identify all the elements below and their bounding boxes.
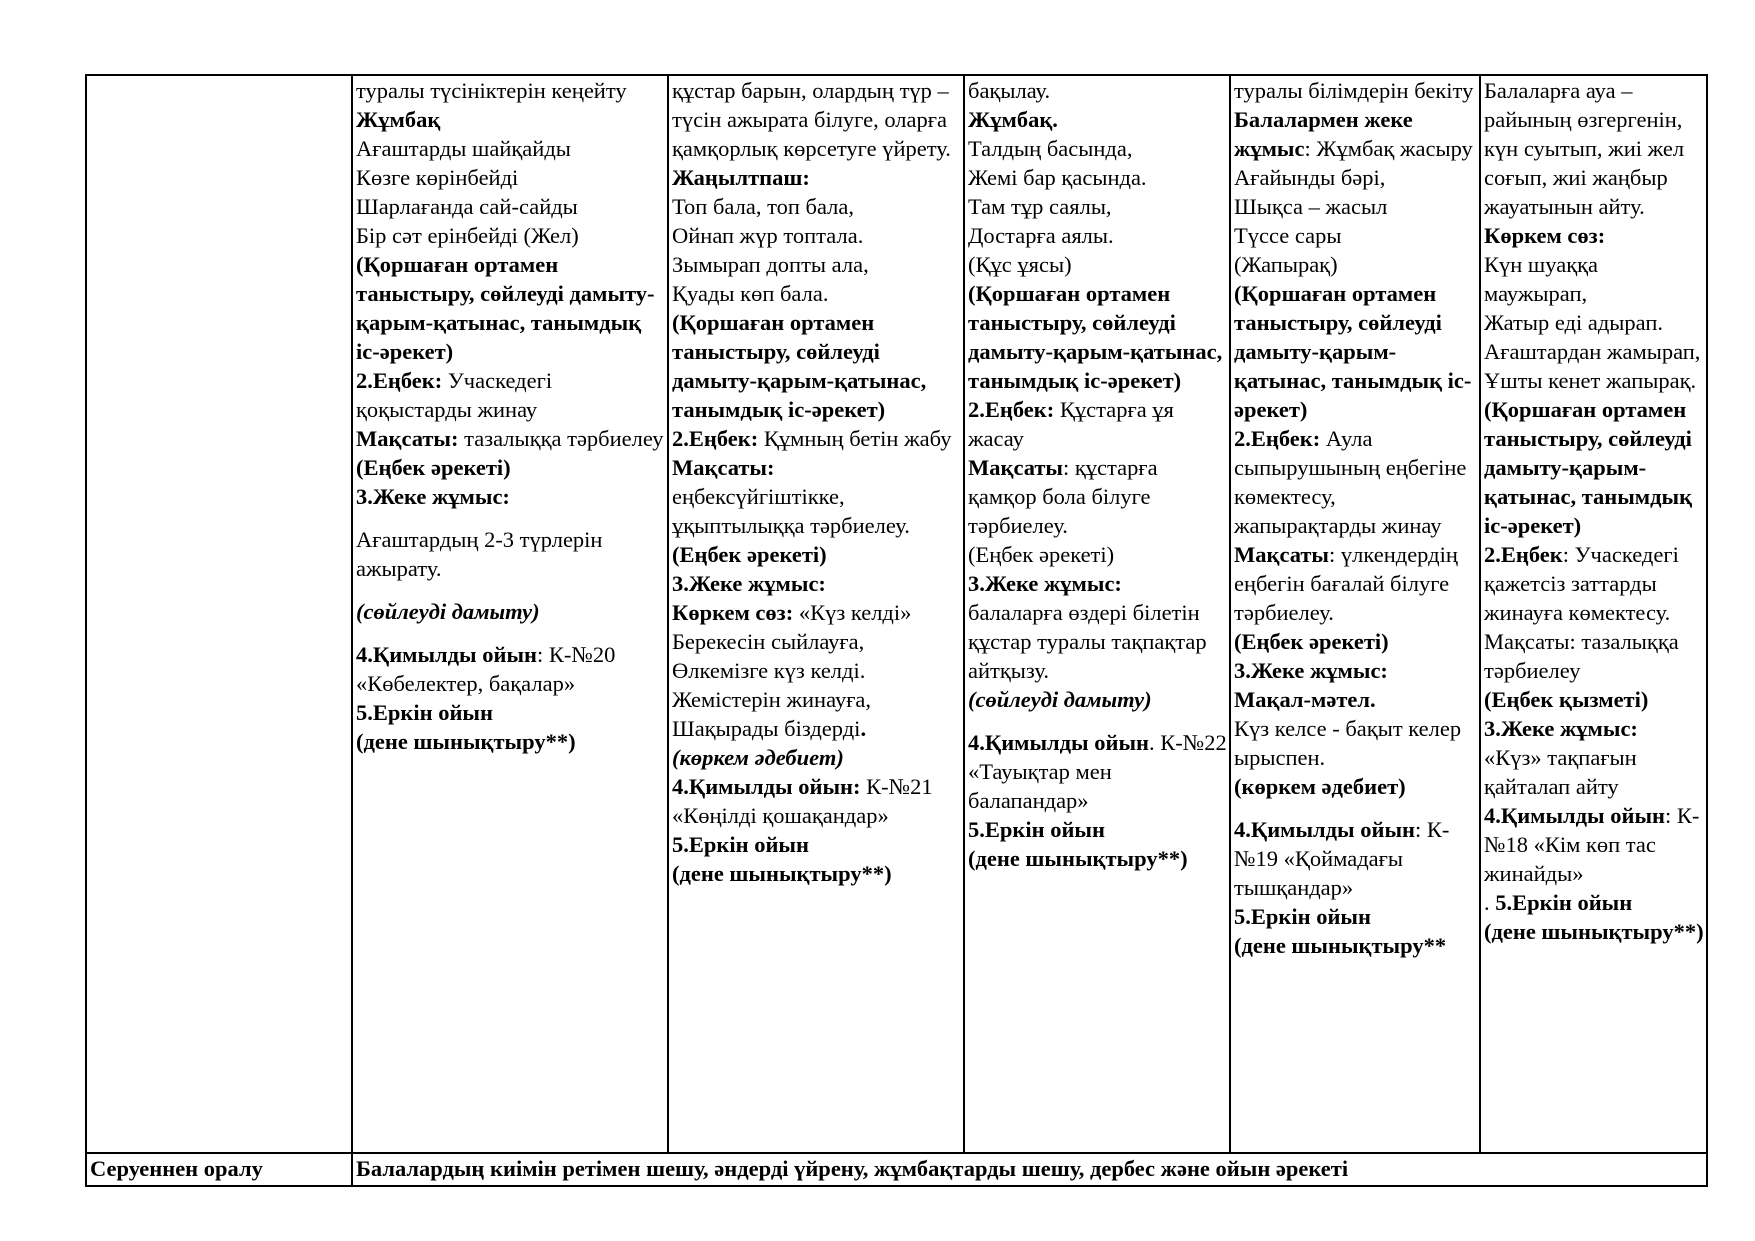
cell-line [1234, 714, 1477, 772]
cell-line [672, 743, 961, 772]
cell-line [968, 728, 1227, 815]
line-text: (Еңбек әрекеті) [968, 542, 1115, 567]
cell-line [968, 569, 1227, 598]
line-text: : К-№19 «Қоймадағы тышқандар» [1234, 817, 1450, 900]
line-text: (сөйлеуді дамыту) [356, 599, 540, 624]
line-text: Құстарға ұя жасау [968, 397, 1174, 451]
line-text: Шықса – жасыл [1234, 194, 1388, 219]
cell-line [356, 424, 665, 453]
line-text: туралы түсініктерін кеңейту [356, 78, 627, 103]
cell-line [1234, 627, 1477, 656]
line-text: 4.Қимылды ойын [968, 730, 1149, 755]
cell-line [968, 540, 1227, 569]
cell-line [968, 105, 1227, 134]
cell-line [356, 727, 665, 756]
line-text: (Қоршаған ортамен таныстыру, сөйлеуді дамыту-қарым-қатынас, танымдық іс-әрекет) [968, 281, 1223, 393]
cell-line [1234, 902, 1477, 931]
cell-line [356, 597, 665, 626]
line-text: (Еңбек әрекеті) [1234, 629, 1389, 654]
cell-line [672, 598, 961, 627]
cell-line [356, 192, 665, 221]
line-text: 3.Жеке жұмыс: [1484, 716, 1638, 741]
line-text: балаларға өздері білетін құстар туралы тақпақтар айтқызу. [968, 600, 1207, 683]
cell-line [1234, 163, 1477, 192]
line-text: К-№21 «Көңілді қошақандар» [672, 774, 933, 828]
cell-line [1234, 815, 1477, 902]
cell-line [672, 308, 961, 424]
cell-line [672, 627, 961, 656]
line-text: Жұмбақ [356, 107, 441, 132]
line-text: Мақсаты: [672, 455, 775, 480]
line-text: : үлкендердің еңбегін бағалай білуге тәрбиелеу. [1234, 542, 1458, 625]
line-text: 2.Еңбек: [968, 397, 1055, 422]
cell-line [968, 815, 1227, 844]
line-text: (сөйлеуді дамыту) [968, 687, 1152, 712]
cell-line [672, 163, 961, 192]
cell-line [968, 134, 1227, 163]
cell-line [968, 685, 1227, 714]
line-text: Там тұр саялы, [968, 194, 1112, 219]
line-text: Қуады көп бала. [672, 281, 829, 306]
line-text: 5.Еркін ойын [968, 817, 1105, 842]
line-text: Балалармен жеке жұмыс [1234, 107, 1413, 161]
line-text: (дене шынықтыру**) [968, 846, 1188, 871]
line-text: Күн шуаққа маужырап, [1484, 252, 1599, 306]
line-text: (Қоршаған ортамен таныстыру, сөйлеуді дамыту-қарым-қатынас, танымдық іс-әрекет) [356, 252, 655, 364]
line-text: Мақсаты [968, 455, 1063, 480]
cell-line [356, 698, 665, 727]
line-text: Мақсаты: тазалыққа тәрбиелеу [1484, 629, 1679, 683]
line-text: Мақсаты: [356, 426, 459, 451]
line-text: 3.Жеке жұмыс: [968, 571, 1122, 596]
cell-line [1484, 221, 1704, 250]
line-text: 4.Қимылды ойын [1234, 817, 1415, 842]
cell-line [356, 482, 665, 511]
cell-line [672, 656, 961, 685]
line-text: Талдың басында, [968, 136, 1133, 161]
cell-line [672, 540, 961, 569]
line-text: . К-№22 «Тауықтар мен балапандар» [968, 730, 1227, 813]
line-text: Күз келсе - бақыт келер ырыспен. [1234, 716, 1462, 770]
line-text: : К-№18 «Кім көп тас жинайды» [1484, 803, 1700, 886]
line-text: (көркем әдебиет) [672, 745, 844, 770]
walk-activities-row [86, 75, 1707, 1153]
line-text: : құстарға қамқор бола білуге тәрбиелеу. [968, 455, 1158, 538]
cell-line [968, 192, 1227, 221]
line-text: (Жапырақ) [1234, 252, 1338, 277]
cell-line [356, 250, 665, 366]
line-text: Берекесін сыйлауға, [672, 629, 865, 654]
cell-line [1234, 685, 1477, 714]
line-text: 3.Жеке жұмыс: [1234, 658, 1388, 683]
line-text: «Күз келді» [793, 600, 912, 625]
cell-line [672, 76, 961, 163]
cell-line [1234, 424, 1477, 540]
cell-line [672, 830, 961, 859]
line-text: 4.Қимылды ойын: [672, 774, 861, 799]
line-text: Жемі бар қасында. [968, 165, 1147, 190]
weekly-plan-table [85, 74, 1708, 1187]
line-text: Көркем сөз: [1484, 223, 1606, 248]
day-cell-3 [964, 75, 1230, 1153]
line-text: Топ бала, топ бала, [672, 194, 854, 219]
cell-line [672, 714, 961, 743]
cell-line [356, 453, 665, 482]
line-text: (Еңбек әрекеті) [356, 455, 511, 480]
line-text: (Еңбек әрекеті) [672, 542, 827, 567]
day-cell-5 [1480, 75, 1707, 1153]
line-text: (дене шынықтыру**) [1484, 919, 1704, 944]
line-text: Құмның бетін жабу [758, 426, 952, 451]
cell-line [672, 772, 961, 830]
cell-line [356, 76, 665, 105]
line-text: Аула сыпырушының еңбегіне көмектесу, жапырақтарды жинау [1234, 426, 1467, 538]
cell-line [672, 569, 961, 598]
line-text: 2.Еңбек [1484, 542, 1563, 567]
line-text: (дене шынықтыру**) [356, 729, 576, 754]
line-text: Ағаштардан жамырап, [1484, 339, 1701, 364]
line-text: құстар барын, олардың түр – түсін ажырата білуге, оларға қамқорлық көрсетуге үйрету. [672, 78, 951, 161]
line-text: «Күз» тақпағын қайталап айту [1484, 745, 1637, 799]
line-text: бақылау. [968, 78, 1051, 103]
line-text: Балаларға ауа – райының өзгергенін, күн суытып, жиі жел соғып, жиі жаңбыр жауатынын айту. [1484, 78, 1685, 219]
line-text: (дене шынықтыру**) [672, 861, 892, 886]
line-text: Көркем сөз: [672, 600, 794, 625]
line-text: Ағаштардың 2-3 түрлерін ажырату. [356, 527, 603, 581]
line-text: 3.Жеке жұмыс: [672, 571, 826, 596]
line-text: (Қоршаған ортамен таныстыру, сөйлеуді дамыту-қарым-қатынас, танымдық іс-әрекет) [672, 310, 927, 422]
cell-line [356, 525, 665, 583]
day-cell-4 [1230, 75, 1480, 1153]
cell-line [1484, 395, 1704, 540]
line-text: Мақсаты [1234, 542, 1329, 567]
line-text: : К-№20 «Көбелектер, бақалар» [356, 642, 616, 696]
cell-line [672, 859, 961, 888]
line-text: (Еңбек қызметі) [1484, 687, 1649, 712]
cell-line [1484, 627, 1704, 685]
cell-line [968, 395, 1227, 453]
line-text: еңбексүйгіштікке, ұқыптылыққа тәрбиелеу. [672, 484, 910, 538]
cell-line [672, 482, 961, 540]
day-cell-1 [352, 75, 668, 1153]
line-spacer [1234, 801, 1477, 815]
line-text: . [1484, 890, 1496, 915]
cell-line [672, 279, 961, 308]
line-text: Жұмбақ. [968, 107, 1058, 132]
cell-line [1234, 105, 1477, 163]
cell-line [1484, 888, 1704, 917]
cell-line [1234, 76, 1477, 105]
line-text: туралы білімдерін бекіту [1234, 78, 1474, 103]
cell-line [1484, 540, 1704, 627]
line-text: Жатыр еді адырап. [1484, 310, 1664, 335]
cell-line [1484, 337, 1704, 366]
line-spacer [968, 714, 1227, 728]
line-text: 5.Еркін ойын [356, 700, 493, 725]
line-text: 5.Еркін ойын [672, 832, 809, 857]
line-text: тазалыққа тәрбиелеу [458, 426, 664, 451]
line-text: Учаскедегі қоқыстарды жинау [356, 368, 553, 422]
cell-line [356, 163, 665, 192]
line-text: Ойнап жүр топтала. [672, 223, 864, 248]
cell-line [1484, 685, 1704, 714]
line-spacer [356, 583, 665, 597]
line-text: 2.Еңбек: [356, 368, 443, 393]
line-text: Ағайынды бәрі, [1234, 165, 1386, 190]
cell-line [1234, 540, 1477, 627]
line-text: 4.Қимылды ойын [356, 642, 537, 667]
line-text: 4.Қимылды ойын [1484, 803, 1665, 828]
cell-line [356, 640, 665, 698]
line-text: . [860, 716, 867, 741]
cell-line [672, 250, 961, 279]
row-label-cell [86, 75, 352, 1153]
cell-line [1234, 250, 1477, 279]
line-text: Мақал-мәтел. [1234, 687, 1376, 712]
cell-line [672, 192, 961, 221]
line-text: Шақырады біздерді [672, 716, 861, 741]
cell-line [968, 844, 1227, 873]
cell-line [356, 105, 665, 134]
line-text: (Құс ұясы) [968, 252, 1072, 277]
cell-line [356, 366, 665, 424]
day-cell-2 [668, 75, 964, 1153]
cell-line [1484, 743, 1704, 801]
cell-line [672, 221, 961, 250]
cell-line [1484, 308, 1704, 337]
line-text: Өлкемізге күз келді. [672, 658, 866, 683]
line-text: Достарға аялы. [968, 223, 1114, 248]
cell-line [968, 279, 1227, 395]
cell-line [1484, 366, 1704, 395]
line-text: Көзге көрінбейді [356, 165, 519, 190]
cell-line [1234, 279, 1477, 424]
cell-line [1234, 221, 1477, 250]
line-text: Жаңылтпаш: [672, 165, 810, 190]
cell-line [1234, 772, 1477, 801]
cell-line [968, 250, 1227, 279]
cell-line [1234, 931, 1477, 960]
cell-line [1484, 714, 1704, 743]
line-text: Ағаштарды шайқайды [356, 136, 571, 161]
line-text: Зымырап допты ала, [672, 252, 869, 277]
cell-line [672, 424, 961, 453]
line-text: 2.Еңбек: [1234, 426, 1321, 451]
line-text: 3.Жеке жұмыс: [356, 484, 510, 509]
line-spacer [356, 626, 665, 640]
line-text: Ұшты кенет жапырақ. [1484, 368, 1697, 393]
line-text: (Қоршаған ортамен таныстыру, сөйлеуді дамыту-қарым-қатынас, танымдық іс- әрекет) [1234, 281, 1472, 422]
cell-line [968, 221, 1227, 250]
cell-line [968, 598, 1227, 685]
line-spacer [356, 511, 665, 525]
cell-line [1234, 192, 1477, 221]
walk-return-row [86, 1153, 1707, 1186]
cell-line [672, 685, 961, 714]
line-text: (дене шынықтыру** [1234, 933, 1447, 958]
line-text: Түссе сары [1234, 223, 1342, 248]
cell-line [356, 221, 665, 250]
line-text: (көркем әдебиет) [1234, 774, 1406, 799]
cell-line [1484, 250, 1704, 308]
line-text: Жемістерін жинауға, [672, 687, 872, 712]
line-text: 5.Еркін ойын [1495, 890, 1633, 915]
line-text: 2.Еңбек: [672, 426, 759, 451]
cell-line [1484, 801, 1704, 888]
cell-line [356, 134, 665, 163]
cell-line [1484, 917, 1704, 946]
line-text: : Учаскедегі қажетсіз заттарды жинауға көмектесу. [1484, 542, 1679, 625]
cell-line [1234, 656, 1477, 685]
walk-return-content: Балалардың киімін ретімен шешу, әндерді үйрену, жұмбақтарды шешу, дербес және ойын әрекеті [352, 1153, 1707, 1186]
cell-line [968, 76, 1227, 105]
line-text: Шарлағанда сай-сайды [356, 194, 578, 219]
line-text: Бір сәт ерінбейді (Жел) [356, 223, 579, 248]
cell-line [968, 453, 1227, 540]
line-text: : Жұмбақ жасыру [1304, 136, 1473, 161]
line-text: 5.Еркін ойын [1234, 904, 1371, 929]
cell-line [968, 163, 1227, 192]
line-text: (Қоршаған ортамен таныстыру, сөйлеуді дамыту-қарым-қатынас, танымдық іс-әрекет) [1484, 397, 1693, 538]
walk-return-label: Серуеннен оралу [86, 1153, 352, 1186]
cell-line [1484, 76, 1704, 221]
cell-line [672, 453, 961, 482]
